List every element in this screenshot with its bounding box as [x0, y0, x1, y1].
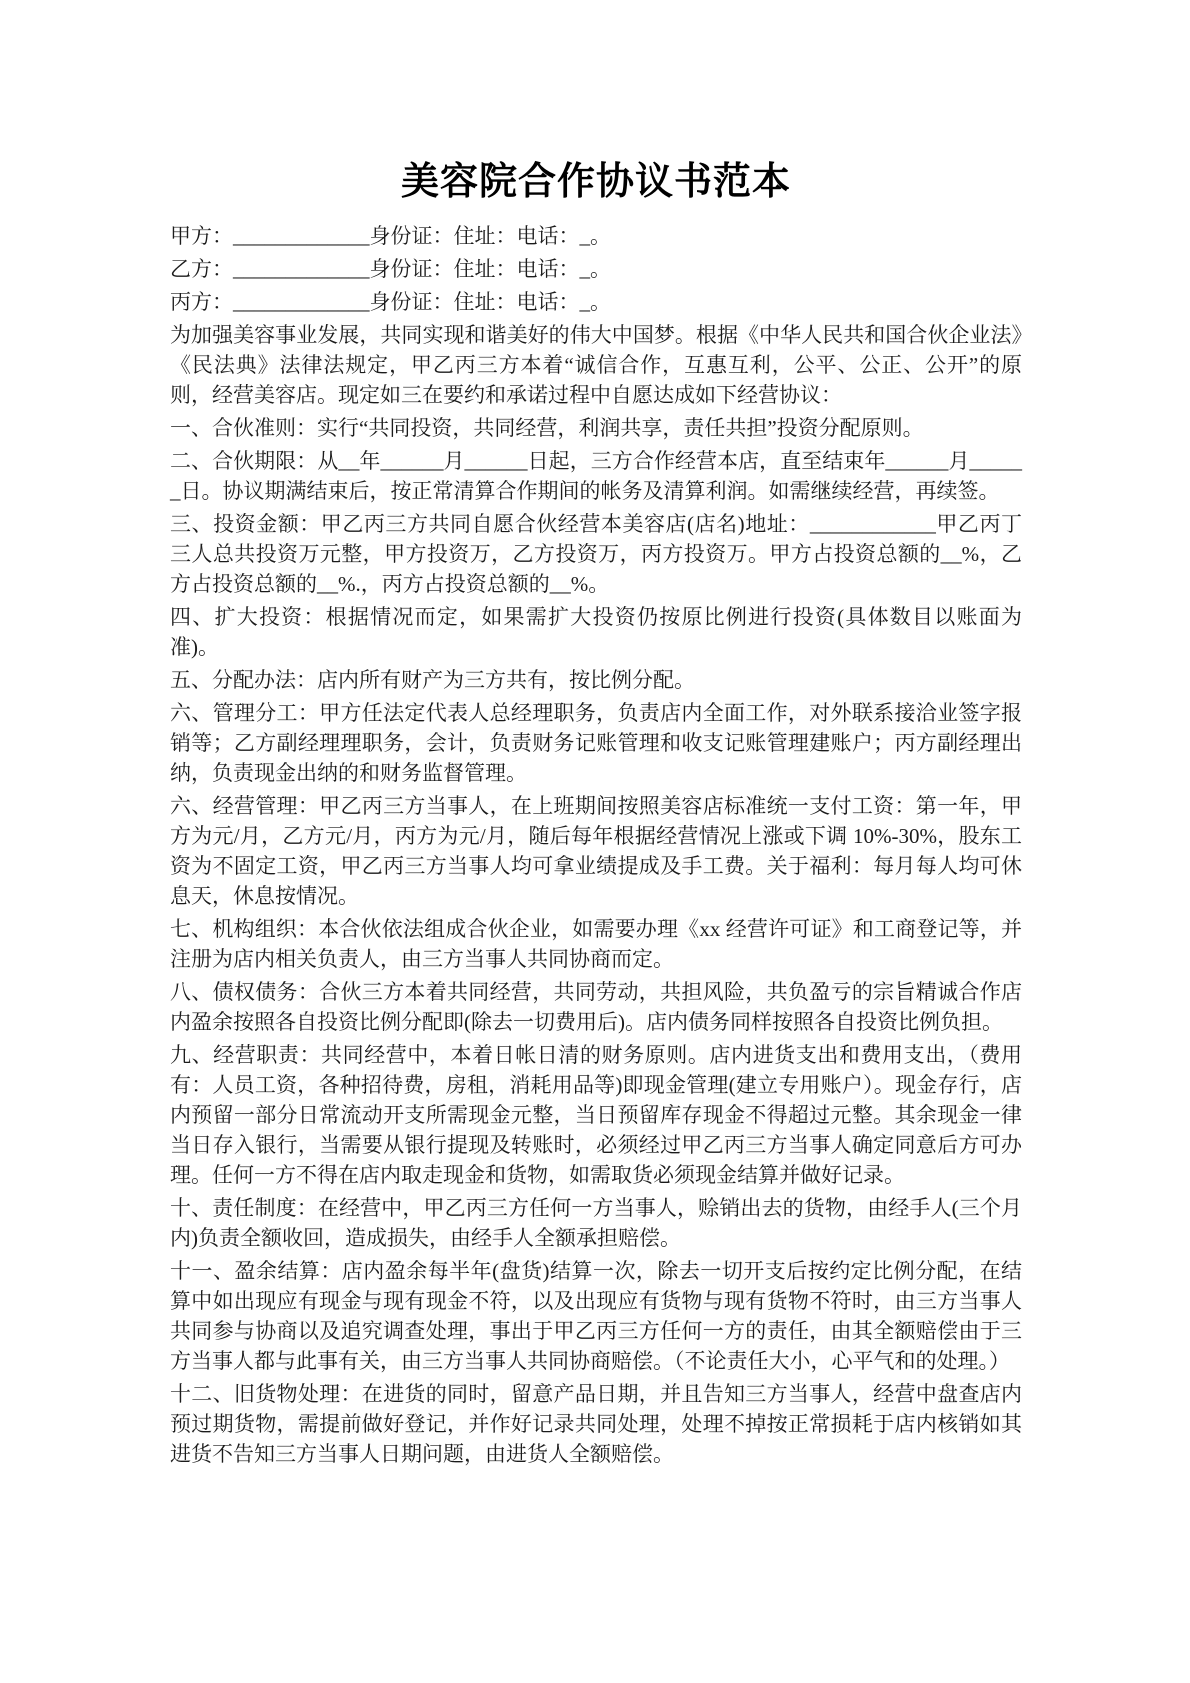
clause-12-old-goods-handling: 十二、旧货物处理：在进货的同时，留意产品日期，并且告知三方当事人，经营中盘查店内预过期货物，需提前做好登记，并作好记录共同处理，处理不掉按正常损耗于店内核销如其进货不告知三方当事人日期问题，由进货人全额赔偿。 — [170, 1382, 1022, 1466]
party-line-bing: 丙方：_____________身份证：住址：电话：_。 — [170, 290, 611, 314]
clause-8-debts: 八、债权债务：合伙三方本着共同经营，共同劳动，共担风险，共负盈亏的宗旨精诚合作店内盈余按照各自投资比例分配即(除去一切费用后)。店内债务同样按照各自投资比例负担。 — [170, 980, 1022, 1034]
party-line-yi: 乙方：_____________身份证：住址：电话：_。 — [170, 257, 611, 281]
clause-6-management-division: 六、管理分工：甲方任法定代表人总经理职务，负责店内全面工作，对外联系接洽业签字报销等；乙方副经理理职务，会计，负责财务记账管理和收支记账管理建账户；丙方副经理出纳，负责现金出纳的和财务监督管理。 — [170, 701, 1022, 785]
clause-4-investment-expansion: 四、扩大投资：根据情况而定，如果需扩大投资仍按原比例进行投资(具体数目以账面为准)。 — [170, 605, 1022, 659]
clause-3-investment-amount: 三、投资金额：甲乙丙三方共同自愿合伙经营本美容店(店名)地址：____________甲乙丙丁三人总共投资万元整，甲方投资万，乙方投资万，丙方投资万。甲方占投资总额的__%，乙方占投资总额的__%.，丙方占投资总额的__%。 — [170, 512, 1022, 596]
clause-7-organization: 七、机构组织：本合伙依法组成合伙企业，如需要办理《xx 经营许可证》和工商登记等，并注册为店内相关负责人，由三方当事人共同协商而定。 — [170, 917, 1022, 971]
paragraph-preamble: 为加强美容事业发展，共同实现和谐美好的伟大中国梦。根据《中华人民共和国合伙企业法》《民法典》法律法规定，甲乙丙三方本着“诚信合作，互惠互利，公平、公正、公开”的原则，经营美容店。现定如三在要约和承诺过程中自愿达成如下经营协议： — [170, 323, 1022, 407]
clause-5-distribution-method: 五、分配办法：店内所有财产为三方共有，按比例分配。 — [170, 668, 695, 692]
document-title: 美容院合作协议书范本 — [400, 161, 791, 203]
clause-11-surplus-settlement: 十一、盈余结算：店内盈余每半年(盘货)结算一次，除去一切开支后按约定比例分配，在结算中如出现应有现金与现有现金不符，以及出现应有货物与现有货物不符时，由三方当事人共同参与协商以及追究调查处理，事出于甲乙丙三方任何一方的责任，由其全额赔偿由于三方当事人都与此事有关，由三方当事人共同协商赔偿。（不论责任大小，心平气和的处理。） — [170, 1259, 1022, 1373]
clause-6b-operation-management: 六、经营管理：甲乙丙三方当事人，在上班期间按照美容店标准统一支付工资：第一年，甲方为元/月，乙方元/月，丙方为元/月，随后每年根据经营情况上涨或下调 10%-30%，股东工资为不固定工资，甲乙丙三方当事人均可拿业绩提成及手工费。关于福利：每月每人均可休息天，休息按情况。 — [170, 794, 1022, 908]
clause-2-partnership-term: 二、合伙期限：从__年______月______日起，三方合作经营本店，直至结束年______月______日。协议期满结束后，按正常清算合作期间的帐务及清算利润。如需继续经营，再续签。 — [170, 449, 1022, 503]
clause-10-responsibility-system: 十、责任制度：在经营中，甲乙丙三方任何一方当事人，赊销出去的货物，由经手人(三个月内)负责全额收回，造成损失，由经手人全额承担赔偿。 — [170, 1196, 1022, 1250]
party-line-jia: 甲方：_____________身份证：住址：电话：_。 — [170, 224, 611, 248]
clause-9-operating-duties: 九、经营职责：共同经营中，本着日帐日清的财务原则。店内进货支出和费用支出，（费用有：人员工资，各种招待费，房租，消耗用品等)即现金管理(建立专用账户）。现金存行，店内预留一部分日常流动开支所需现金元整，当日预留库存现金不得超过元整。其余现金一律当日存入银行，当需要从银行提现及转账时，必须经过甲乙丙三方当事人确定同意后方可办理。任何一方不得在店内取走现金和货物，如需取货必须现金结算并做好记录。 — [170, 1043, 1022, 1187]
clause-1-partnership-principle: 一、合伙准则：实行“共同投资，共同经营，利润共享，责任共担”投资分配原则。 — [170, 416, 924, 440]
